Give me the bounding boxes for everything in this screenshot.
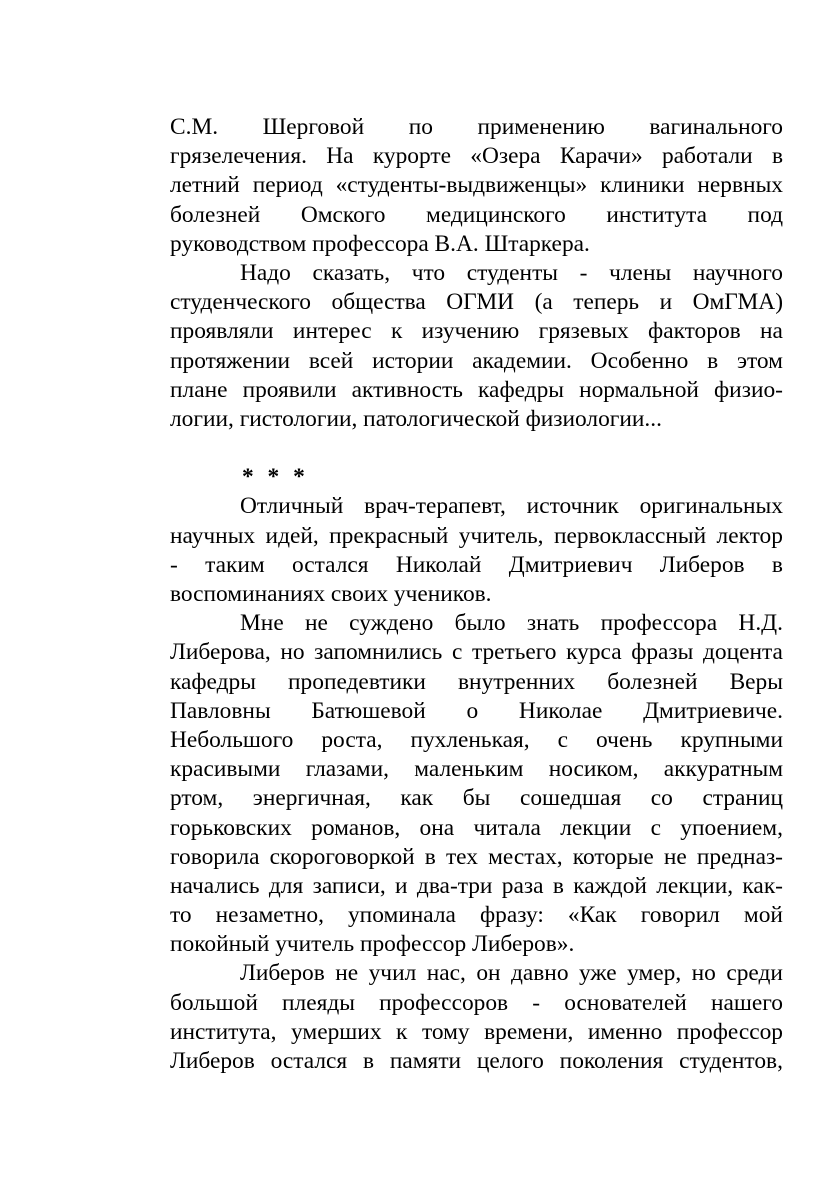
text-line: Павловны Батюшевой о Николае Дмитриевиче.: [170, 697, 783, 724]
text-line: говорила скороговоркой в тех местах, которые не предназ-: [170, 843, 783, 870]
section-separator: * * *: [242, 464, 309, 491]
text-line: то незаметно, упоминала фразу: «Как говорил мой: [170, 902, 783, 929]
text-line: института, умерших к тому времени, именно профессор: [170, 1018, 783, 1045]
text-line: проявляли интерес к изучению грязевых факторов на: [170, 318, 783, 345]
text-line: протяжении всей истории академии. Особенно в этом: [170, 347, 783, 374]
text-line: летний период «студенты-выдвиженцы» клиники нервных: [170, 172, 783, 199]
text-line: Надо сказать, что студенты - члены научного: [240, 259, 783, 286]
text-line: горьковских романов, она читала лекции с упоением,: [170, 814, 783, 841]
text-line: ртом, энергичная, как бы сошедшая со страниц: [170, 785, 783, 812]
text-line: руководством профессора В.А. Штаркера.: [170, 230, 590, 257]
text-line: красивыми глазами, маленьким носиком, аккуратным: [170, 756, 783, 783]
text-line: плане проявили активность кафедры нормальной физио-: [170, 376, 783, 403]
text-line: студенческого общества ОГМИ (а теперь и ОмГМА): [170, 289, 783, 316]
text-line: Либерова, но запомнились с третьего курса фразы доцента: [170, 639, 783, 666]
text-line: кафедры пропедевтики внутренних болезней Веры: [170, 668, 783, 695]
text-line: Либеров не учил нас, он давно уже умер, но среди: [240, 960, 783, 987]
blank-line: [170, 434, 783, 463]
text-line: Либеров остался в памяти целого поколения студентов,: [170, 1048, 783, 1074]
text-line: логии, гистологии, патологической физиологии...: [170, 405, 662, 432]
text-line: Небольшого роста, пухленькая, с очень крупными: [170, 726, 783, 753]
text-line: большой плеяды профессоров - основателей нашего: [170, 989, 783, 1016]
text-line: - таким остался Николай Дмитриевич Либеров в: [170, 551, 783, 578]
text-line: начались для записи, и два-три раза в каждой лекции, как-: [170, 872, 783, 899]
paragraph-2: [170, 259, 783, 434]
text-line: Мне не суждено было знать профессора Н.Д.: [240, 610, 783, 637]
paragraph-5: [170, 959, 783, 1076]
document-body: [170, 113, 783, 1076]
paragraph-3: [170, 492, 783, 609]
text-line: воспоминаниях своих учеников.: [170, 581, 492, 607]
text-line: Отличный врач-терапевт, источник оригинальных: [240, 493, 783, 520]
text-line: покойный учитель профессор Либеров».: [170, 931, 575, 958]
text-line: болезней Омского медицинского института под: [170, 201, 783, 228]
text-line: С.М. Шерговой по применению вагинального: [170, 114, 783, 140]
text-line: научных идей, прекрасный учитель, первоклассный лектор: [170, 522, 783, 549]
paragraph-1: [170, 113, 783, 259]
paragraph-4: [170, 609, 783, 959]
text-line: грязелечения. На курорте «Озера Карачи» работали в: [170, 143, 783, 170]
